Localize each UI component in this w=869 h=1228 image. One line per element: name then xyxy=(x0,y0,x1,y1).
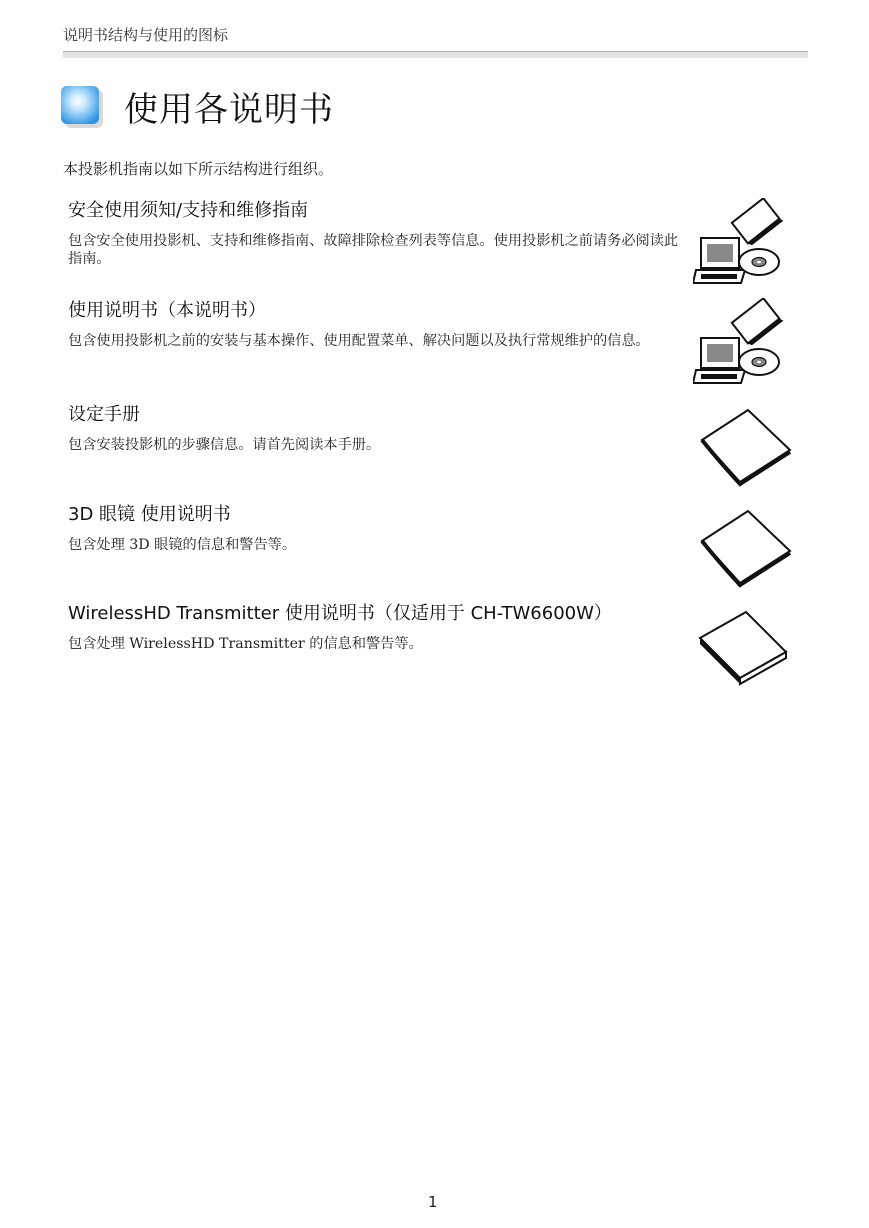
section-description: 包含处理 WirelessHD Transmitter 的信息和警告等。 xyxy=(68,636,423,652)
section-title: WirelessHD Transmitter 使用说明书（仅适用于 CH-TW6600W） xyxy=(68,603,612,624)
header-divider xyxy=(63,52,808,58)
section-safety-guide xyxy=(68,196,683,268)
open-sheet-icon xyxy=(698,505,794,589)
booklet-icon xyxy=(698,608,794,688)
laptop-cd-booklet-icon xyxy=(693,198,793,288)
section-title: 3D 眼镜 使用说明书 xyxy=(68,504,231,525)
section-description: 包含使用投影机之前的安装与基本操作、使用配置菜单、解决问题以及执行常规维护的信息。 xyxy=(68,333,650,349)
title-square-icon xyxy=(61,86,103,128)
section-description: 包含安全使用投影机、支持和维修指南、故障排除检查列表等信息。使用投影机之前请务必阅读此指南。 xyxy=(68,233,679,267)
section-title: 设定手册 xyxy=(68,404,140,425)
page-title: 使用各说明书 xyxy=(124,90,334,130)
page-number: 1 xyxy=(428,1193,438,1211)
open-sheet-icon xyxy=(698,404,794,488)
section-description: 包含安装投影机的步骤信息。请首先阅读本手册。 xyxy=(68,437,381,453)
section-description: 包含处理 3D 眼镜的信息和警告等。 xyxy=(68,537,297,553)
section-user-guide xyxy=(68,296,683,350)
section-transmitter-guide xyxy=(68,599,683,653)
laptop-cd-booklet-icon xyxy=(693,298,793,388)
section-3d-glasses-guide xyxy=(68,500,683,554)
intro-text: 本投影机指南以如下所示结构进行组织。 xyxy=(63,160,334,178)
section-setup-guide xyxy=(68,400,683,454)
section-title: 安全使用须知/支持和维修指南 xyxy=(68,200,309,221)
running-header: 说明书结构与使用的图标 xyxy=(63,26,229,44)
section-title: 使用说明书（本说明书） xyxy=(68,300,266,321)
